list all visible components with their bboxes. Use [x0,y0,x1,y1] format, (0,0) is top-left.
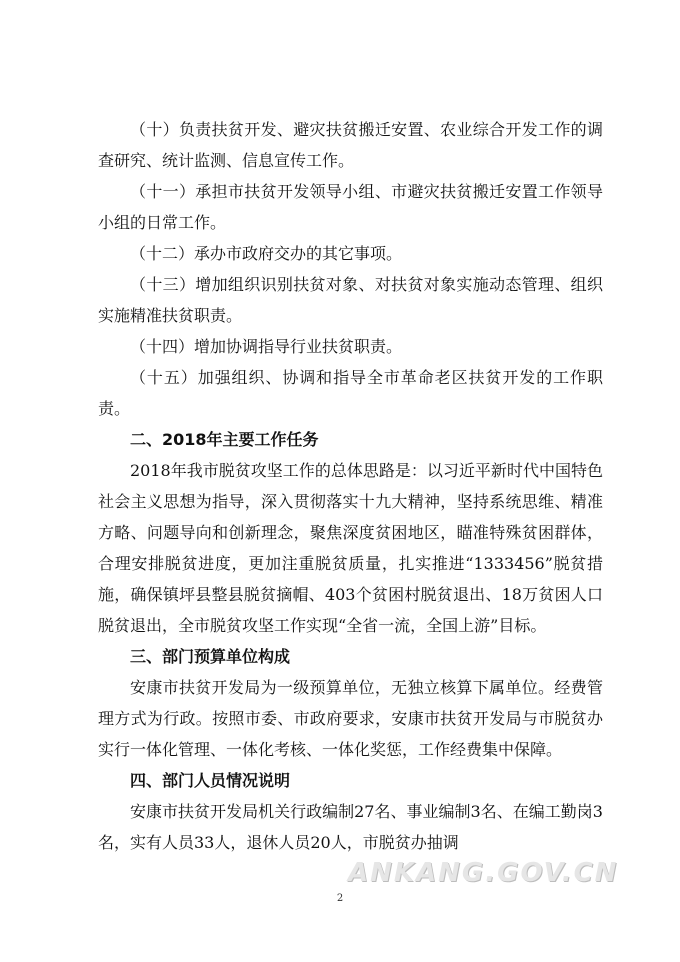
duty-item-13: （十三）增加组织识别扶贫对象、对扶贫对象实施动态管理、组织实施精准扶贫职责。 [98,275,603,325]
section-4-body: 安康市扶贫开发局机关行政编制27名、事业编制3名、在编工勤岗3名，实有人员33人，退休人员20人，市脱贫办抽调 [98,802,603,852]
section-2-heading: 二、2018年主要工作任务 [130,430,319,449]
duty-item-11: （十一）承担市扶贫开发领导小组、市避灾扶贫搬迁安置工作领导小组的日常工作。 [98,182,603,232]
duty-item-12: （十二）承办市政府交办的其它事项。 [130,244,403,263]
section-3-body: 安康市扶贫开发局为一级预算单位，无独立核算下属单位。经费管理方式为行政。按照市委、市政府要求，安康市扶贫开发局与市脱贫办实行一体化管理、一体化考核、一体化奖惩，工作经费集中保障。 [98,678,603,759]
duty-item-14: （十四）增加协调指导行业扶贫职责。 [130,337,403,356]
section-4-heading: 四、部门人员情况说明 [130,771,291,790]
document-body [98,114,603,858]
duty-item-10: （十）负责扶贫开发、避灾扶贫搬迁安置、农业综合开发工作的调查研究、统计监测、信息宣传工作。 [98,120,603,170]
duty-item-15: （十五）加强组织、协调和指导全市革命老区扶贫开发的工作职责。 [98,368,603,418]
page-number: 2 [336,893,344,904]
site-watermark: ANKANG.GOV.CN [348,858,619,888]
section-3-heading: 三、部门预算单位构成 [130,647,291,666]
section-2-body: 2018年我市脱贫攻坚工作的总体思路是：以习近平新时代中国特色社会主义思想为指导，深入贯彻落实十九大精神，坚持系统思维、精准方略、问题导向和创新理念，聚焦深度贫困地区，瞄准特殊贫困群体，合理安排脱贫进度，更加注重脱贫质量，扎实推进“1333456”脱贫措施，确保镇坪县整县脱贫摘帽、403个贫困村脱贫退出、18万贫困人口脱贫退出，全市脱贫攻坚工作实现“全省一流，全国上游”目标。 [98,461,603,635]
